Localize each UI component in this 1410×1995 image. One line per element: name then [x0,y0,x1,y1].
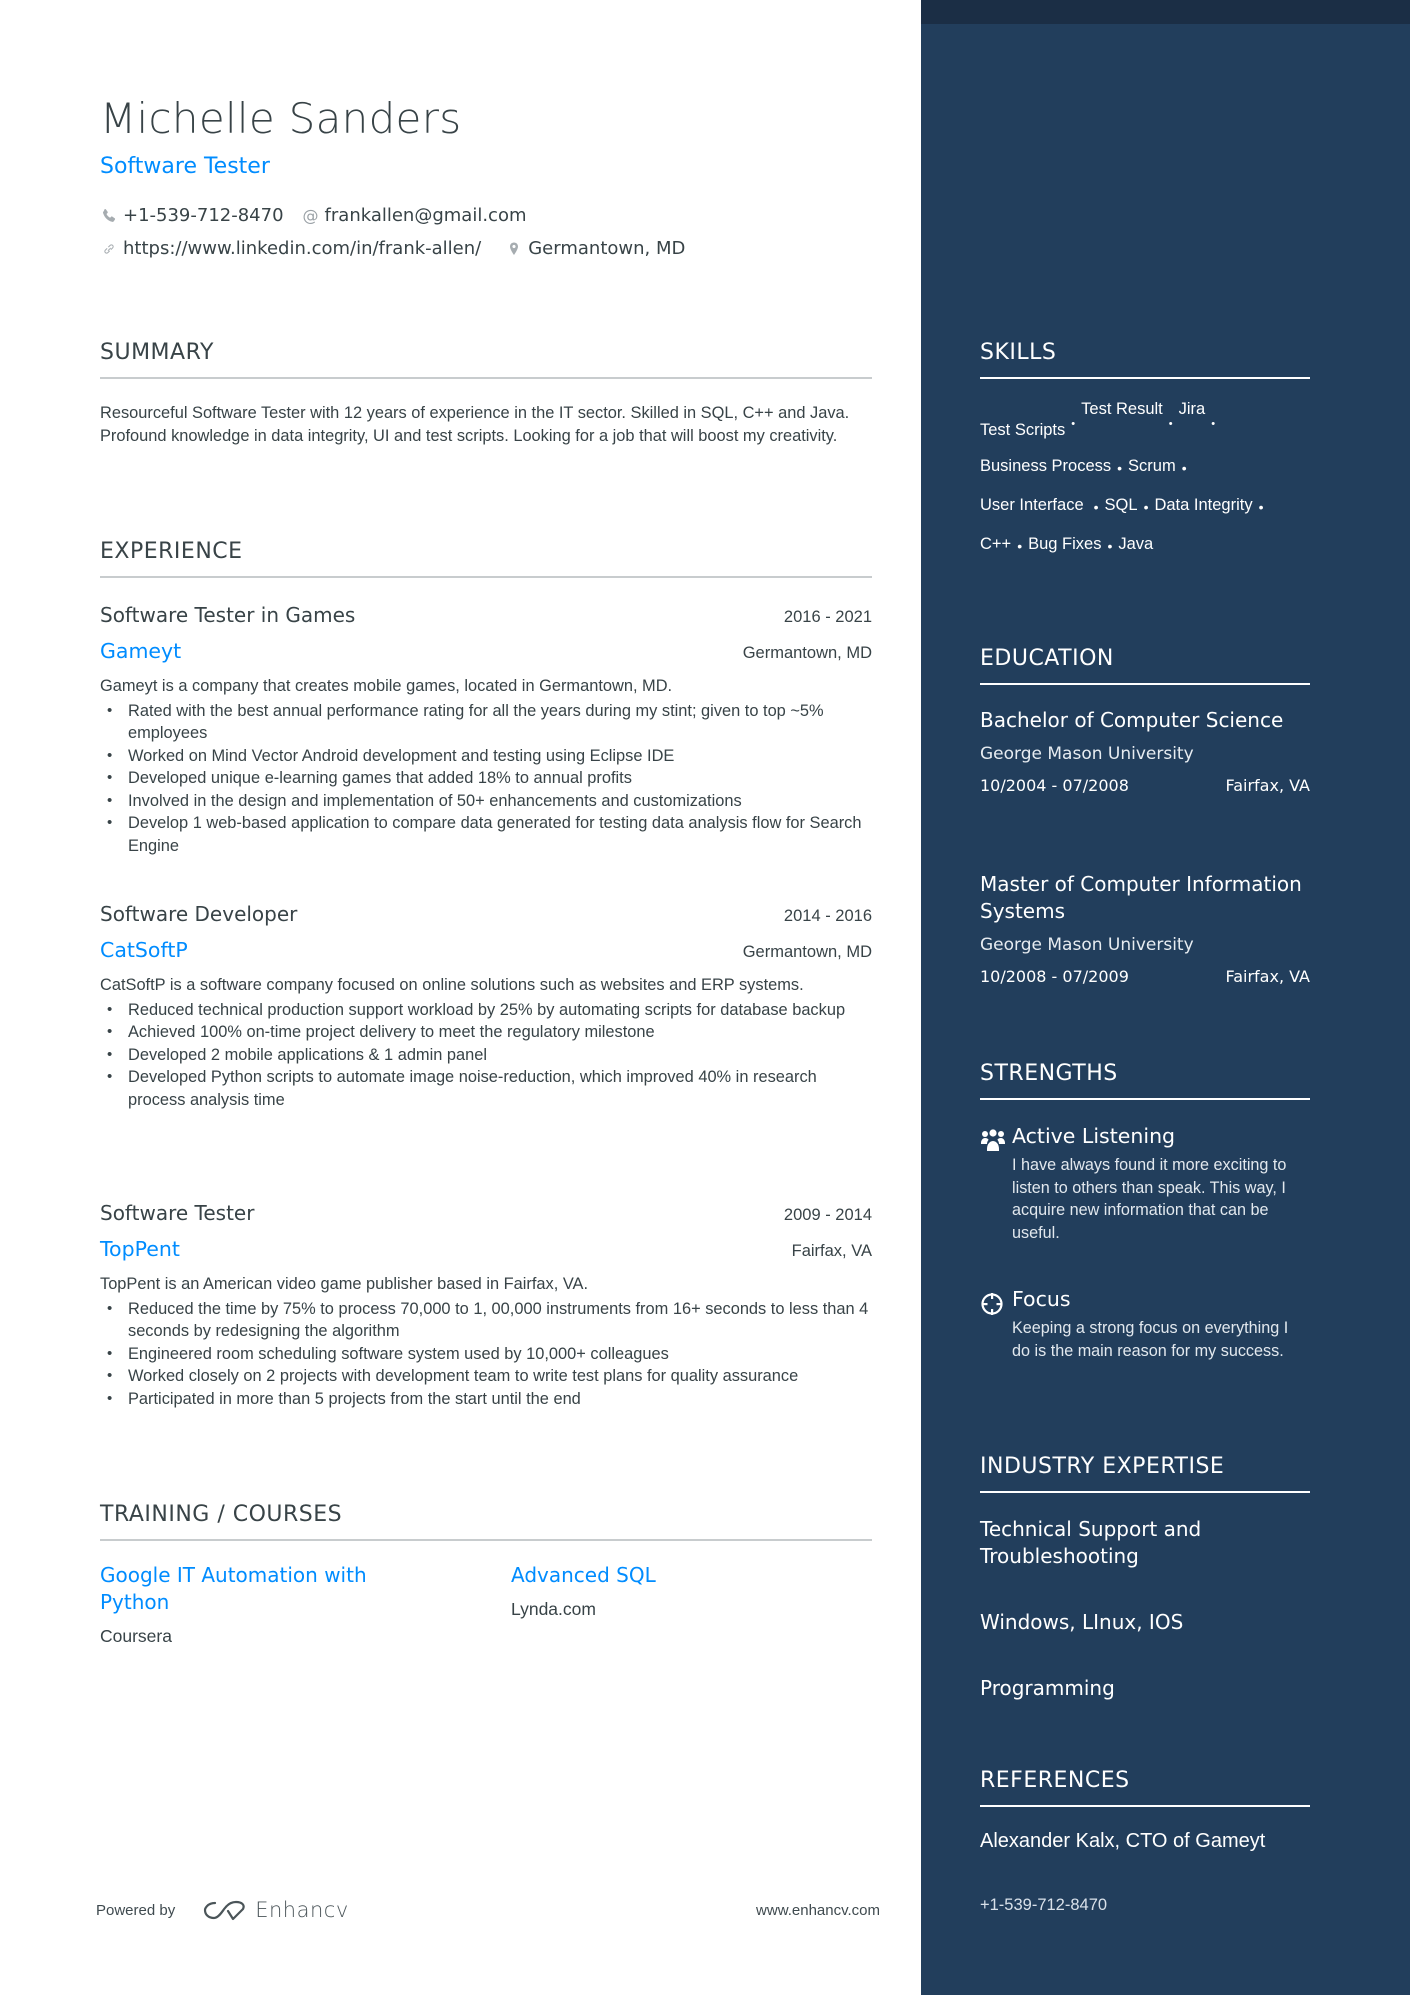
separator-dot: • [1258,499,1264,515]
summary-text: Resourceful Software Tester with 12 years of experience in the IT sector. Skilled in SQL, C++ and Java. Profound knowledge in data integrity, UI and test scripts. Looking for a job that will boost my creativity. [100,404,850,445]
job-description: TopPent is an American video game publisher based in Fairfax, VA. [100,1275,589,1293]
separator-dot: • [1181,460,1187,476]
job-role: Software Tester in Games [100,603,356,627]
job-bullet: • Achieved 100% on-time project delivery to meet the regulatory milestone [100,1021,872,1044]
experience-heading: EXPERIENCE [100,539,872,578]
strength-description: I have always found it more exciting to listen to others than speak. This way, I acquire new information that can be useful. [1012,1156,1287,1242]
powered-by-label: Powered by [96,1901,176,1919]
job-bullet: • Involved in the design and implementation of 50+ enhancements and customizations [100,790,872,813]
separator-dot: • [1017,538,1023,554]
course-item [511,1562,872,1647]
course-provider: Coursera [100,1626,172,1646]
strength-item [980,1124,1310,1244]
job-bullet: • Develop 1 web-based application to compare data generated for testing data analysis flow for Search Engine [100,812,872,857]
location-text: Germantown, MD [528,238,686,259]
edu-school: George Mason University [980,935,1194,955]
course-item [100,1562,511,1647]
phone-icon [100,207,118,225]
job-bullets [100,1298,872,1411]
job-bullet: • Worked closely on 2 projects with development team to write test plans for quality assurance [100,1365,872,1388]
website-link[interactable]: www.enhancv.com [756,1901,880,1919]
job-role: Software Tester [100,1201,255,1225]
expertise-item: Technical Support and Troubleshooting [980,1517,1202,1568]
job-bullets [100,700,872,858]
job-location: Germantown, MD [742,644,872,662]
job-bullet: • Worked on Mind Vector Android development and testing using Eclipse IDE [100,745,872,768]
skill-tag: Business Process [980,457,1112,475]
education-item [980,871,1310,986]
job-bullet: • Developed 2 mobile applications & 1 admin panel [100,1044,872,1067]
powered-by [96,1897,349,1923]
separator-dot: • [1107,538,1113,554]
job-bullet: • Rated with the best annual performance rating for all the years during my stint; given to top ~5% employees [100,700,872,745]
reference-name: Alexander Kalx, CTO of Gameyt [980,1830,1266,1852]
job-entry-3 [100,1201,872,1410]
footer [96,1897,880,1923]
course-name[interactable]: Google IT Automation with Python [100,1563,367,1614]
separator-dot: • [1143,499,1149,515]
skill-tag: C++ [980,535,1012,553]
references-heading: REFERENCES [980,1768,1310,1807]
link-icon [100,240,118,258]
skills-line-3 [980,493,1310,515]
job-entry-1 [100,603,872,857]
candidate-name: Michelle Sanders [100,94,462,143]
strength-title: Focus [1012,1287,1071,1311]
sidebar-top-strip [921,0,1410,24]
job-entry-2 [100,902,872,1111]
phone-text: +1-539-712-8470 [123,205,284,226]
edu-dates: 10/2004 - 07/2008 [980,776,1129,795]
skill-tag: Test Result [1081,400,1163,418]
map-pin-icon [505,240,523,258]
candidate-title: Software Tester [100,154,270,179]
course-name[interactable]: Advanced SQL [511,1563,656,1587]
job-bullet: • Developed unique e-learning games that added 18% to annual profits [100,767,872,790]
contact-phone[interactable] [100,205,284,226]
crosshair-icon [980,1287,1012,1362]
at-icon: @ [302,206,319,225]
edu-location: Fairfax, VA [1225,967,1310,986]
job-location: Fairfax, VA [791,1242,872,1260]
contact-row-2 [100,238,703,259]
strength-item [980,1287,1310,1362]
skill-tag: SQL [1104,496,1138,514]
job-description: Gameyt is a company that creates mobile games, located in Germantown, MD. [100,677,673,695]
skill-tag: Bug Fixes [1028,535,1102,553]
strength-description: Keeping a strong focus on everything I do is the main reason for my success. [1012,1319,1289,1360]
skill-tag: Test Scripts [980,421,1066,439]
summary-heading: SUMMARY [100,340,872,379]
edu-dates: 10/2008 - 07/2009 [980,967,1129,986]
strength-title: Active Listening [1012,1124,1176,1148]
separator-dot: • [1211,418,1216,430]
job-company[interactable]: Gameyt [100,639,182,663]
education-item [980,707,1310,795]
contact-location [505,238,685,259]
courses-list [100,1562,872,1647]
expertise-item: Windows, LInux, IOS [980,1610,1184,1634]
job-location: Germantown, MD [742,943,872,961]
users-icon [980,1124,1012,1244]
skill-tag: Scrum [1128,457,1176,475]
skills-heading: SKILLS [980,340,1310,379]
sidebar [921,0,1410,1995]
job-bullet: • Participated in more than 5 projects from the start until the end [100,1388,872,1411]
edu-meta [980,967,1310,986]
job-dates: 2009 - 2014 [783,1206,872,1224]
course-provider: Lynda.com [511,1599,596,1619]
training-heading: TRAINING / COURSES [100,1502,872,1541]
skill-tag: Java [1118,535,1154,553]
enhancv-logo[interactable] [201,1897,349,1923]
expertise-item: Programming [980,1676,1115,1700]
strengths-heading: STRENGTHS [980,1061,1310,1100]
job-bullet: • Reduced the time by 75% to process 70,000 to 1, 00,000 instruments from 16+ seconds to less than 4 seconds by redesigning the algorithm [100,1298,872,1343]
job-bullet: • Developed Python scripts to automate image noise-reduction, which improved 40% in research process analysis time [100,1066,872,1111]
separator-dot: • [1117,460,1123,476]
skills-list [980,400,1310,571]
skill-tag: User Interface [980,496,1084,514]
edu-meta [980,776,1310,795]
contact-email[interactable] [302,205,527,226]
edu-location: Fairfax, VA [1225,776,1310,795]
skills-line-4 [980,532,1310,554]
contact-linkedin[interactable] [100,238,481,259]
skill-tag: Data Integrity [1154,496,1253,514]
edu-school: George Mason University [980,744,1194,764]
industry-expertise-heading: INDUSTRY EXPERTISE [980,1454,1310,1493]
job-dates: 2014 - 2016 [783,907,872,925]
job-bullet: • Reduced technical production support workload by 25% by automating scripts for database backup [100,999,872,1022]
reference-phone: +1-539-712-8470 [980,1896,1108,1914]
linkedin-text: https://www.linkedin.com/in/frank-allen/ [123,238,482,259]
brand-name: Enhancv [255,1898,349,1922]
job-role: Software Developer [100,902,298,926]
contact-row-1 [100,205,545,226]
separator-dot: • [1093,499,1099,515]
edu-degree: Master of Computer Information Systems [980,872,1302,923]
skill-tag: Jira [1178,400,1206,418]
job-bullets [100,999,872,1112]
separator-dot: • [1071,418,1076,430]
job-bullet: • Engineered room scheduling software system used by 10,000+ colleagues [100,1343,872,1366]
enhancv-logo-icon [201,1897,249,1923]
job-dates: 2016 - 2021 [783,608,872,626]
job-company[interactable]: TopPent [100,1237,180,1261]
job-description: CatSoftP is a software company focused on online solutions such as websites and ERP systems. [100,976,804,994]
job-company[interactable]: CatSoftP [100,938,188,962]
skills-line-1 [980,400,1310,440]
edu-degree: Bachelor of Computer Science [980,708,1284,732]
email-text: frankallen@gmail.com [324,205,527,226]
separator-dot: • [1168,418,1173,430]
skills-line-2 [980,454,1310,476]
education-heading: EDUCATION [980,646,1310,685]
